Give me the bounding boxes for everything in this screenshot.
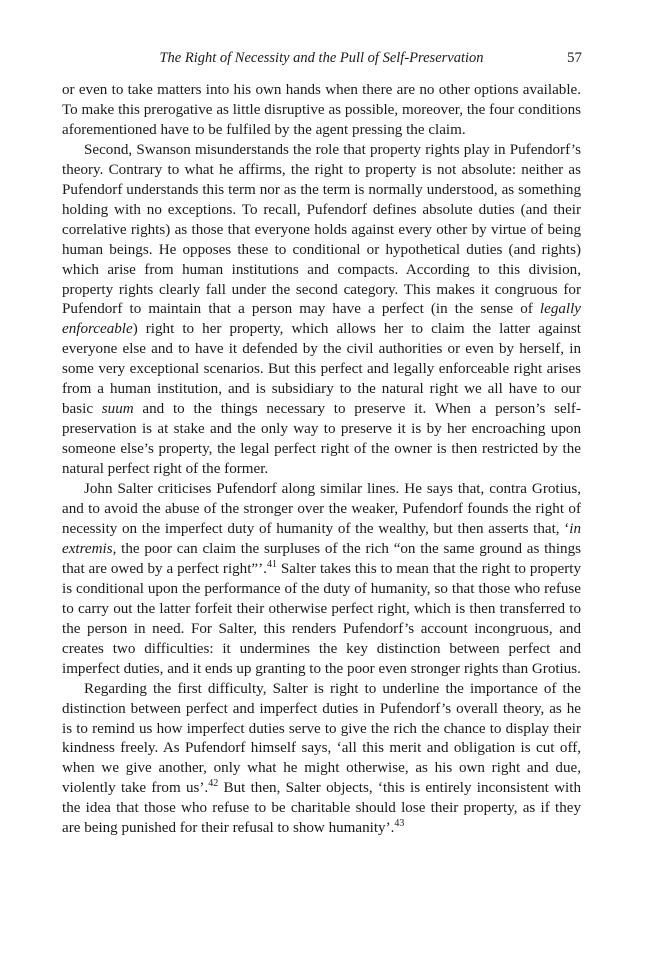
italic-text: in extremis,: [62, 520, 581, 557]
text-run: Second, Swanson misunderstands the role that property rights play in Pufendorf’s theory. Contrary to what he affirms, the right to property is not absolute: neither as Pufendorf understands this term nor as the term is normally understood, as something holding with no exceptions. To recall, Pufendorf defines absolute duties (and their correlative rights) as those that everyone holds against every other by virtue of being human beings. He opposes these to conditional or hypothetical duties (and rights) which arise from human institutions and compacts. According to this division, property rights clearly fall under the second category. This makes it congruous for Pufendorf to maintain that a person may have a perfect (in the sense of: [62, 141, 581, 318]
text-run: Salter takes this to mean that the right to property is conditional upon the performance of the duty of humanity, so that those who refuse to carry out the latter forfeit their otherwise perfect right, which is then transferred to the person in need. For Salter, this renders Pufendorf’s account incongruous, and creates two difficulties: it undermines the key distinction between perfect and imperfect duties, and it ends up granting to the poor even stronger rights than Grotius.: [62, 560, 581, 677]
footnote-marker: 43: [394, 818, 405, 830]
text-run: or even to take matters into his own hands when there are no other options available. To make this prerogative as little disruptive as possible, moreover, the four conditions aforementioned have to be fulfiled by the agent pressing the claim.: [62, 82, 581, 138]
running-title: The Right of Necessity and the Pull of Self-Preservation: [159, 50, 484, 66]
text-run: John Salter criticises Pufendorf along similar lines. He says that, contra Grotius, and to avoid the abuse of the stronger over the weaker, Pufendorf founds the right of necessity on the imperfect duty of humanity of the wealthy, but then asserts that, ‘: [62, 481, 581, 537]
text-run: But then, Salter objects, ‘this is entirely inconsistent with the idea that those who refuse to be charitable should lose their property, as if they are being punished for their refusal to show humanity’.: [62, 780, 581, 837]
page-number: 57: [567, 50, 582, 66]
book-page: [62, 46, 581, 839]
paragraph: [62, 680, 581, 840]
text-run: and to the things necessary to preserve it. When a person’s self-preservation is at stake and the only way to preserve it is by her encroaching upon someone else’s property, the legal perfect right of the owner is then restricted by the natural perfect right of the former.: [62, 401, 581, 478]
footnote-marker: 41: [266, 558, 277, 570]
text-run: Regarding the first difficulty, Salter is right to underline the importance of the distinction between perfect and imperfect duties in Pufendorf’s overall theory, as he is to remind us how imperfect duties serve to give the rich the chance to display their kindness freely. As Pufendorf himself says, ‘all this merit and obligation is cut off, when we give another, only what he might otherwise, as his own right and due, violently take from us’.: [62, 680, 581, 797]
text-run: ) right to her property, which allows her to claim the latter against everyone else and to have it defended by the civil authorities or even by herself, in some very exceptional scenarios. But this perfect and legally enforceable right arises from a human institution, and is subsidiary to the natural right we all have to our basic: [62, 321, 581, 418]
italic-text: suum: [101, 401, 134, 418]
running-header: [62, 46, 581, 70]
paragraph: [62, 81, 581, 141]
text-run: the poor can claim the surpluses of the rich “on the same ground as things that are owed by a perfect right”’.: [62, 540, 581, 577]
paragraph: [62, 480, 581, 680]
body-text: [62, 81, 581, 839]
footnote-marker: 42: [208, 778, 219, 790]
italic-text: legally enforceable: [62, 301, 581, 338]
paragraph: [62, 141, 581, 480]
